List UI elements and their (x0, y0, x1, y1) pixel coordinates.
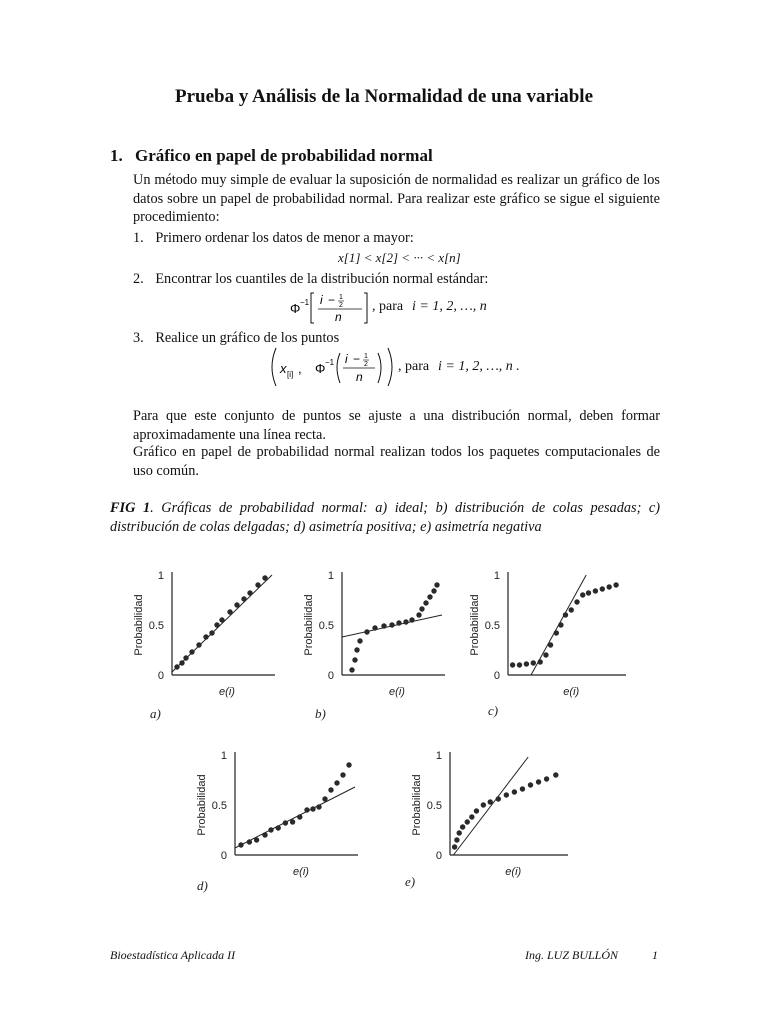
data-point (593, 588, 598, 593)
y-tick-label: 0.5 (426, 800, 442, 812)
data-point (427, 594, 432, 599)
data-point (558, 622, 563, 627)
footer-author: Ing. LUZ BULLÓN (525, 948, 619, 962)
y-tick-label: 1 (435, 750, 442, 762)
data-point (460, 824, 465, 829)
data-point (431, 588, 436, 593)
y-axis-label: Probabilidad (469, 594, 481, 656)
y-axis-label: Probabilidad (411, 774, 423, 836)
points-tuple (268, 345, 398, 389)
data-point (528, 782, 533, 787)
svg-text:x: x (280, 361, 287, 376)
data-point (297, 814, 302, 819)
data-point (469, 814, 474, 819)
svg-text:−1: −1 (325, 358, 335, 367)
data-point (569, 607, 574, 612)
data-point (262, 575, 267, 580)
phi-inverse-fraction (290, 290, 370, 326)
figure-label: FIG 1 (110, 500, 151, 516)
data-point (488, 799, 493, 804)
data-point (357, 638, 362, 643)
data-point (214, 622, 219, 627)
conclusion-paragraph: Para que este conjunto de puntos se ajuste a una distribución normal, deben formar aproximadamente una línea recta. (133, 408, 660, 443)
data-point (262, 832, 267, 837)
data-point (580, 592, 585, 597)
y-tick-label: 0 (435, 850, 442, 862)
data-point (381, 623, 386, 628)
software-paragraph: Gráfico en papel de probabilidad normal realizan todos los paquetes computacionales de uso común. (133, 444, 660, 479)
data-point (419, 606, 424, 611)
data-point (543, 652, 548, 657)
svg-text:,: , (298, 361, 302, 376)
panel-label: b) (315, 706, 326, 721)
y-tick-label: 1 (493, 570, 500, 582)
panel-label: c) (488, 703, 499, 718)
data-point (613, 582, 618, 587)
data-point (183, 655, 188, 660)
data-point (322, 796, 327, 801)
data-point (504, 792, 509, 797)
data-point (510, 662, 515, 667)
step-number: 2. (133, 271, 144, 287)
data-point (290, 819, 295, 824)
data-point (209, 630, 214, 635)
svg-text:−1: −1 (300, 298, 310, 307)
data-point (196, 642, 201, 647)
data-point (403, 619, 408, 624)
reference-line (453, 757, 528, 855)
y-tick-label: 0.5 (484, 620, 500, 632)
data-point (586, 590, 591, 595)
step-number: 1. (133, 230, 144, 246)
data-point (531, 660, 536, 665)
svg-text:Φ: Φ (290, 301, 301, 316)
step-text: Encontrar los cuantiles de la distribución normal estándar: (155, 271, 489, 287)
data-point (247, 839, 252, 844)
step-text: Realice un gráfico de los puntos (155, 330, 340, 346)
y-tick-label: 0 (157, 670, 164, 682)
data-point (481, 802, 486, 807)
svg-text:Φ: Φ (315, 361, 326, 376)
probability-plots-figure (120, 548, 650, 908)
y-tick-label: 0 (220, 850, 227, 862)
footer-course: Bioestadística Aplicada II (110, 948, 236, 962)
svg-text:i: i (345, 352, 348, 366)
svg-text:−: − (328, 293, 336, 307)
data-point (423, 600, 428, 605)
data-point (364, 629, 369, 634)
y-tick-label: 0 (493, 670, 500, 682)
section-number: 1. (110, 146, 123, 165)
data-point (304, 807, 309, 812)
data-point (189, 649, 194, 654)
data-point (548, 642, 553, 647)
y-axis-label: Probabilidad (133, 594, 145, 656)
para-label: , para (372, 299, 404, 314)
data-point (396, 620, 401, 625)
y-tick-label: 1 (327, 570, 334, 582)
data-point (524, 661, 529, 666)
figure-caption-text: . Gráficas de probabilidad normal: a) ideal; b) distribución de colas pesadas; c) distribución de colas delgadas; d) asimetría positiva; e) asimetría negativa (110, 500, 660, 535)
data-point (276, 825, 281, 830)
data-point (283, 820, 288, 825)
para-label-2: , para (398, 359, 430, 374)
step-2 (133, 271, 488, 288)
data-point (238, 842, 243, 847)
data-point (254, 837, 259, 842)
data-point (434, 582, 439, 587)
data-point (234, 602, 239, 607)
data-point (268, 827, 273, 832)
y-tick-label: 1 (220, 750, 227, 762)
y-tick-label: 0 (327, 670, 334, 682)
svg-text:i: i (320, 293, 323, 307)
intro-paragraph: Un método muy simple de evaluar la suposición de normalidad es realizar un gráfico de los datos sobre un papel de probabilidad normal. Para realizar este gráfico se sigue el siguiente procedimiento: (133, 172, 660, 225)
data-point (607, 584, 612, 589)
step-1 (133, 230, 414, 247)
data-point (563, 612, 568, 617)
y-tick-label: 0.5 (211, 800, 227, 812)
svg-text:1: 1 (339, 294, 343, 301)
y-axis-label: Probabilidad (196, 774, 208, 836)
data-point (465, 819, 470, 824)
data-point (512, 789, 517, 794)
data-point (310, 806, 315, 811)
data-point (174, 664, 179, 669)
data-point (409, 617, 414, 622)
data-point (346, 762, 351, 767)
panel-label: d) (197, 878, 208, 893)
y-tick-label: 1 (157, 570, 164, 582)
x-axis-label: e(i) (219, 686, 235, 698)
svg-text:n: n (356, 370, 363, 384)
section-heading (110, 146, 433, 166)
data-point (517, 662, 522, 667)
footer-page-number: 1 (652, 948, 658, 962)
data-point (520, 786, 525, 791)
step-text: Primero ordenar los datos de menor a mayor: (155, 230, 414, 246)
data-point (496, 796, 501, 801)
data-point (354, 647, 359, 652)
data-point (179, 660, 184, 665)
data-point (372, 625, 377, 630)
y-tick-label: 0.5 (148, 620, 164, 632)
data-point (574, 599, 579, 604)
data-point (316, 804, 321, 809)
data-point (349, 667, 354, 672)
order-formula: x[1] < x[2] < ··· < x[n] (338, 250, 461, 265)
data-point (241, 596, 246, 601)
data-point (474, 808, 479, 813)
index-range-2: i = 1, 2, …, n . (438, 359, 520, 374)
data-point (328, 787, 333, 792)
svg-text:[i]: [i] (287, 370, 294, 379)
data-point (389, 622, 394, 627)
points-formula (268, 345, 538, 389)
data-point (416, 612, 421, 617)
svg-text:n: n (335, 310, 342, 324)
y-axis-label: Probabilidad (303, 594, 315, 656)
data-point (600, 586, 605, 591)
data-point (255, 582, 260, 587)
data-point (340, 772, 345, 777)
svg-text:−: − (353, 352, 361, 366)
data-point (553, 772, 558, 777)
x-axis-label: e(i) (563, 686, 580, 698)
svg-text:1: 1 (364, 353, 368, 360)
x-axis-label: e(i) (293, 866, 309, 878)
data-point (203, 634, 208, 639)
section-title: Gráfico en papel de probabilidad normal (135, 146, 433, 165)
data-point (544, 776, 549, 781)
data-point (219, 617, 224, 622)
index-range: i = 1, 2, …, n (412, 299, 487, 314)
data-point (538, 659, 543, 664)
svg-text:2: 2 (339, 302, 343, 309)
svg-text:2: 2 (364, 361, 368, 368)
quantile-formula (290, 290, 490, 326)
data-point (536, 779, 541, 784)
step-number: 3. (133, 330, 144, 346)
data-point (452, 844, 457, 849)
panel-label: e) (405, 874, 416, 889)
data-point (554, 630, 559, 635)
x-axis-label: e(i) (389, 686, 405, 698)
page-title: Prueba y Análisis de la Normalidad de una variable (174, 86, 594, 107)
figure-caption (110, 499, 660, 537)
panel-label: a) (150, 706, 161, 721)
x-axis-label: e(i) (505, 866, 522, 878)
y-tick-label: 0.5 (318, 620, 334, 632)
data-point (457, 830, 462, 835)
data-point (352, 657, 357, 662)
reference-line (235, 787, 355, 848)
data-point (334, 780, 339, 785)
data-point (227, 609, 232, 614)
data-point (247, 590, 252, 595)
data-point (454, 837, 459, 842)
